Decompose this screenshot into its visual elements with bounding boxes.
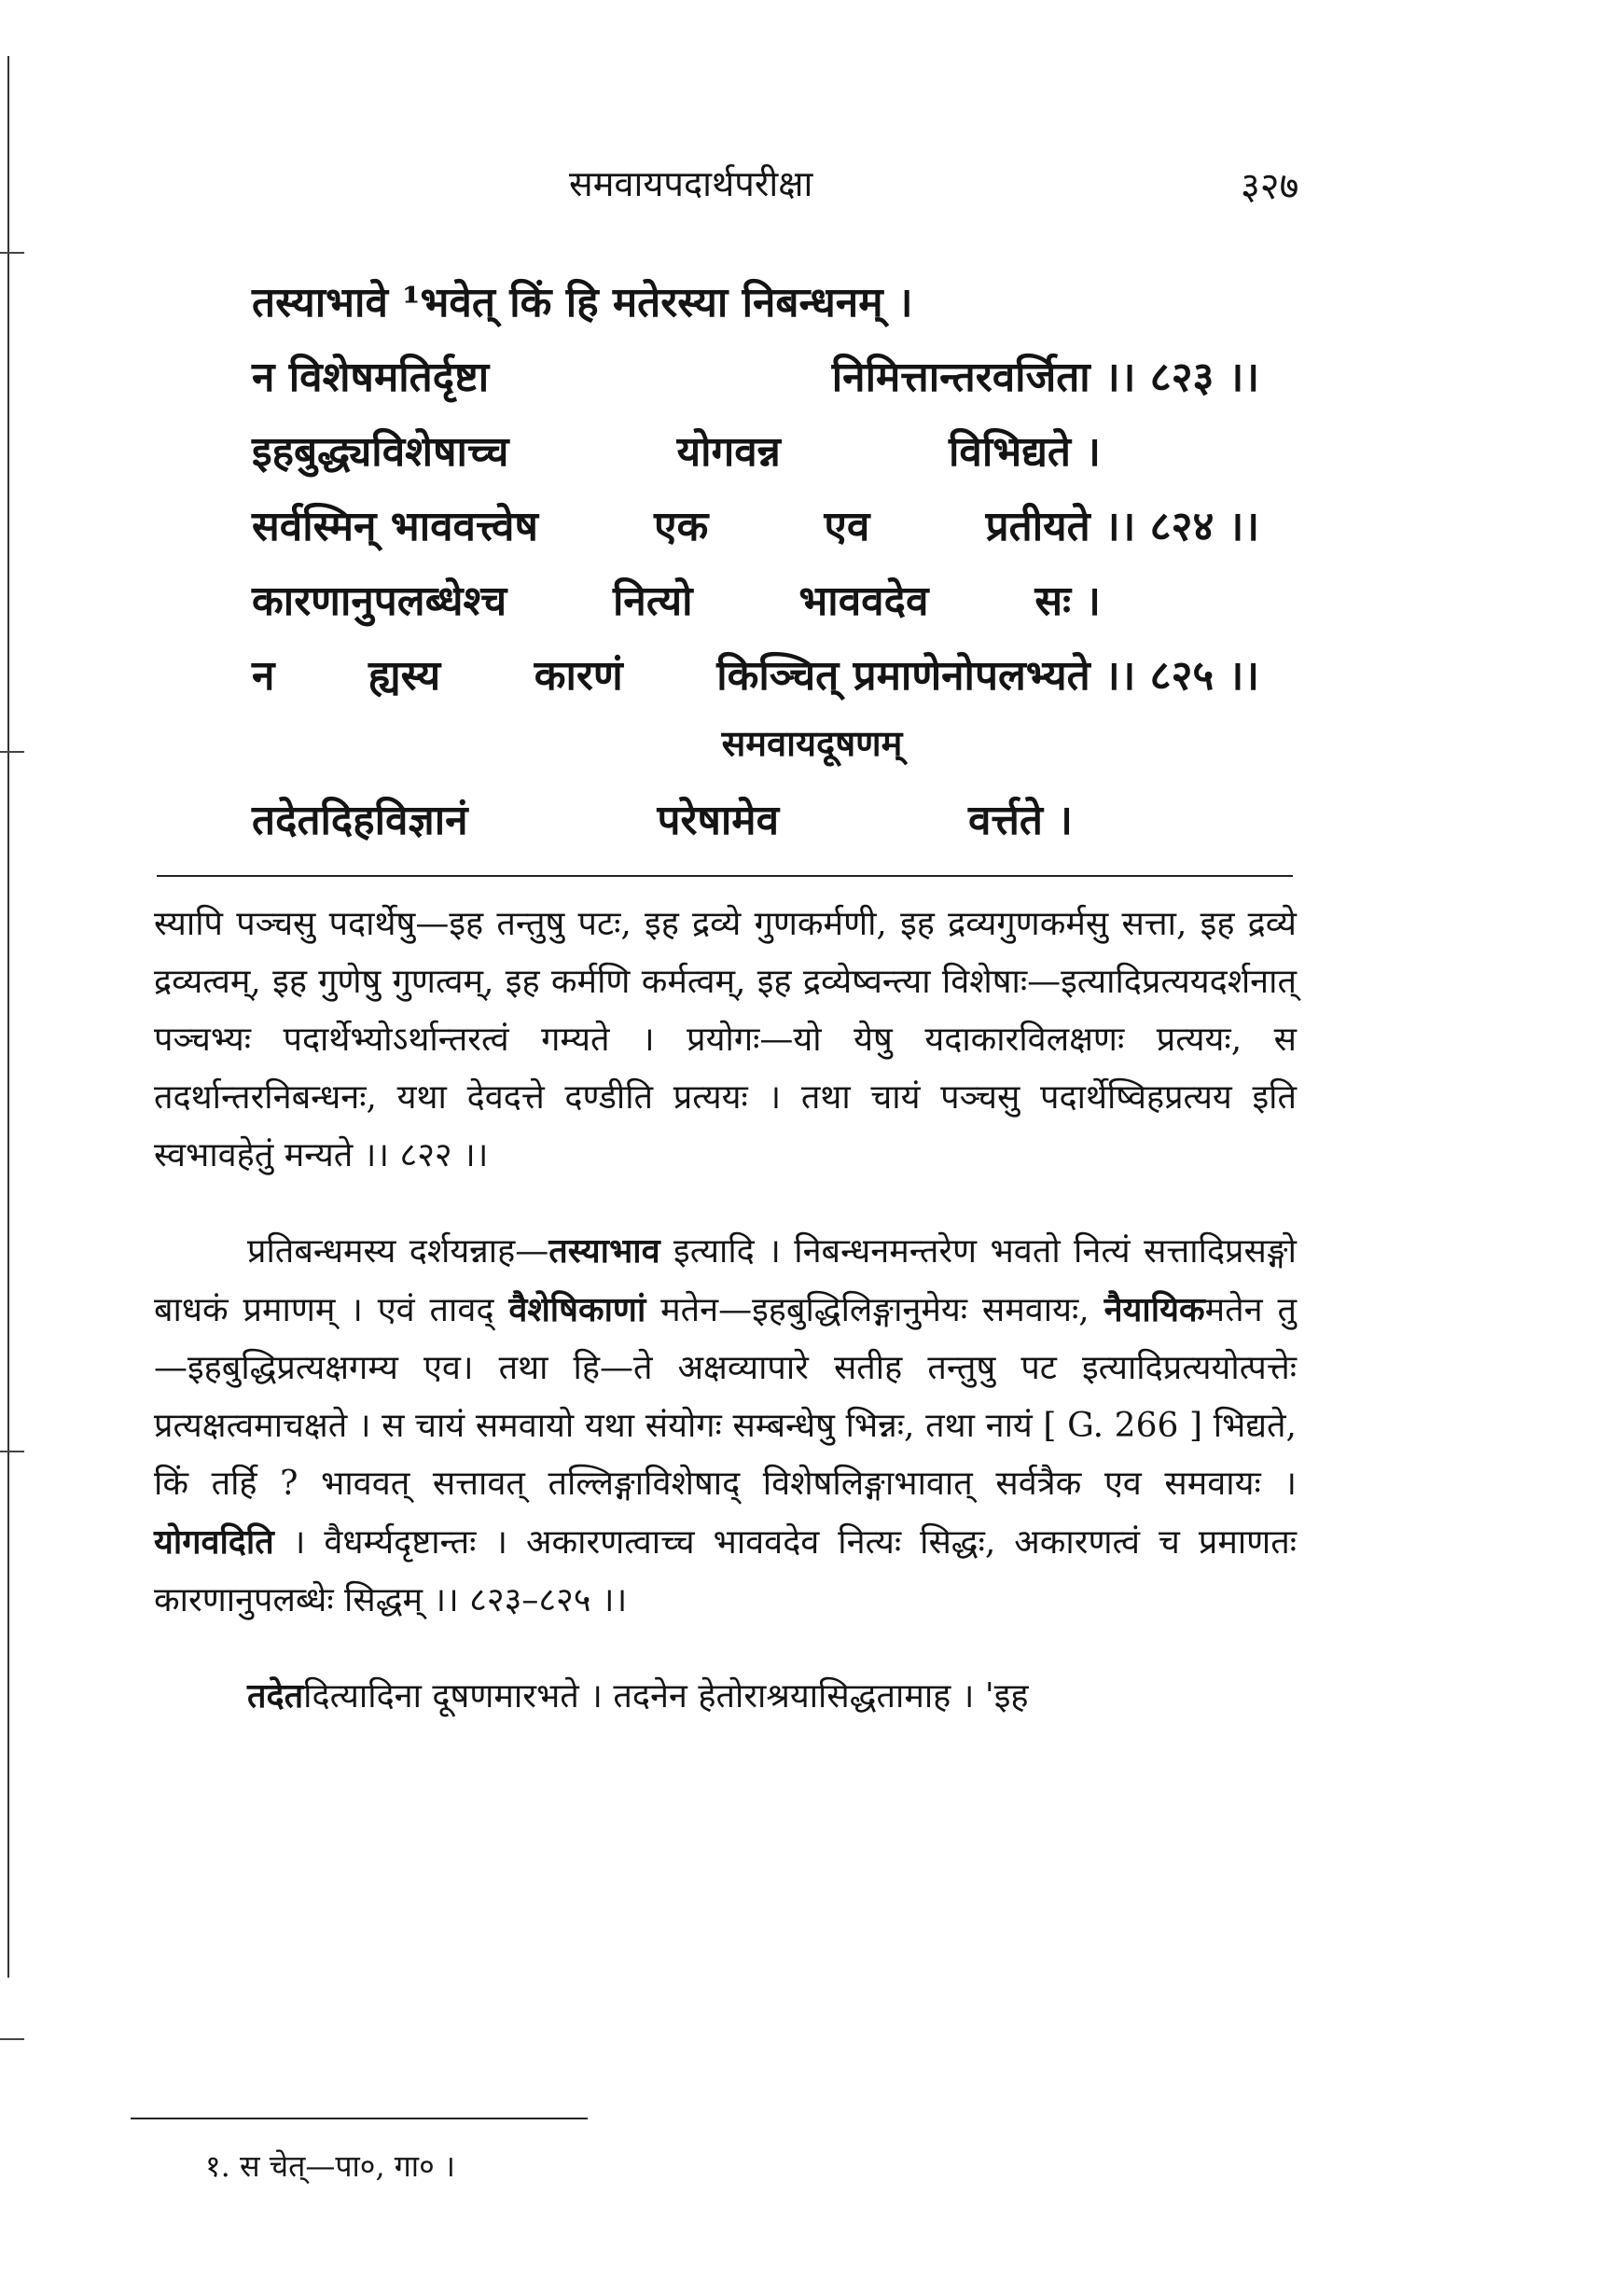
section-heading: समवायदूषणम् <box>721 722 903 764</box>
verse-segment: तदेतदिहविज्ञानं <box>252 797 468 844</box>
verse-segment: परेषामेव <box>657 797 780 844</box>
verse-segment: योगवन्न <box>676 428 781 476</box>
commentary-keyword: योगवदिति <box>154 1522 274 1562</box>
footnote: १. स चेत्—पा०, गा० । <box>205 2148 456 2184</box>
commentary <box>154 896 1297 1726</box>
footnote-divider <box>131 2118 588 2119</box>
verse-segment: एव <box>824 503 870 550</box>
commentary-keyword: वैशेषिकाणां <box>508 1290 646 1329</box>
commentary-text: मतेन—इहबुद्धिलिङ्गानुमेयः समवायः, <box>645 1291 1104 1329</box>
verse-segment: सर्वस्मिन् भाववत्त्वेष <box>252 503 538 550</box>
verse-line <box>252 784 1073 858</box>
verse-segment: सः । <box>1034 577 1101 625</box>
verse-segment: कारणानुपलब्धेश्च <box>252 577 507 625</box>
verse-segment: तस्याभावे ¹भवेत् किं हि मतेरस्या निबन्धनम् । <box>252 279 913 326</box>
verse-segment: न विशेषमतिर्दृष्टा <box>252 354 490 401</box>
verse-line <box>252 564 1259 639</box>
commentary-text: । वैधर्म्यदृष्टान्तः । अकारणत्वाच्च भाववदेव नित्यः सिद्धः, अकारणत्वं च प्रमाणतः कारणानुपलब्धेः सिद्धम् ।। ८२३–८२५ ।। <box>154 1523 1297 1619</box>
page-number: ३२७ <box>1241 165 1299 208</box>
verse-segment: किञ्चित् प्रमाणेनोपलभ्यते ।। ८२५ ।। <box>716 652 1259 700</box>
verse-segment: एक <box>654 503 709 550</box>
verse-segment: कारणं <box>534 652 623 700</box>
verse-segment: विभिद्यते । <box>949 428 1101 476</box>
verse-segment: ह्यस्य <box>368 652 441 700</box>
commentary-keyword: नैयायिक <box>1103 1290 1205 1329</box>
running-title: समवायपदार्थपरीक्षा <box>569 163 813 204</box>
commentary-text: प्रतिबन्धमस्य दर्शयन्नाह— <box>247 1232 549 1271</box>
verse-line <box>252 266 1259 340</box>
verse-segment: निमित्तान्तरवर्जिता ।। ८२३ ।। <box>831 354 1259 401</box>
verse-segment: न <box>252 652 275 700</box>
verse-after-heading <box>252 784 1073 858</box>
verse-line <box>252 340 1259 415</box>
verse-segment: वर्त्तते । <box>968 797 1073 844</box>
commentary-text: दित्यादिना दूषणमारभते । तदनेन हेतोराश्रयासिद्धतामाह । 'इह <box>303 1677 1029 1716</box>
commentary-keyword: तदेत <box>247 1676 304 1716</box>
commentary-divider <box>157 875 1293 877</box>
verse-segment: प्रतीयते ।। ८२४ ।। <box>985 503 1259 550</box>
verse-block <box>252 266 1259 714</box>
commentary-paragraph <box>154 1667 1297 1726</box>
commentary-paragraph: स्यापि पञ्चसु पदार्थेषु—इह तन्तुषु पटः, इह द्रव्ये गुणकर्मणी, इह द्रव्यगुणकर्मसु सत्ता, इह द्रव्ये द्रव्यत्वम्, इह गुणेषु गुणत्वम्, इह कर्मणि कर्मत्वम्, इह द्रव्येष्वन्त्या विशेषाः—इत्यादिप्रत्ययदर्शनात् पञ्चभ्यः पदार्थेभ्योऽर्थान्तरत्वं गम्यते । प्रयोगः—यो येषु यदाकारविलक्षणः प्रत्ययः, स तदर्थान्तरनिबन्धनः, यथा देवदत्ते दण्डीति प्रत्ययः । तथा चायं पञ्चसु पदार्थेष्विहप्रत्यय इति स्वभावहेतुं मन्यते ।। ८२२ ।। <box>154 905 1297 1174</box>
verse-segment: इहबुद्ध्यविशेषाच्च <box>252 428 509 476</box>
edge-mark <box>0 1451 24 1452</box>
commentary-text: इत्यादि । निबन्धनमन्तरेण भवतो नित्यं सत्तादिप्रसङ्गो बाधकं प्रमाणम् । एवं तावद् <box>154 1232 1297 1329</box>
edge-mark <box>0 252 24 254</box>
commentary-paragraph <box>154 1222 1297 1630</box>
verse-line <box>252 639 1259 714</box>
edge-mark <box>0 2038 24 2040</box>
page-header <box>0 159 1624 215</box>
verse-segment: भाववदेव <box>798 577 929 625</box>
verse-line <box>252 415 1259 490</box>
verse-line <box>252 490 1259 564</box>
verse-segment: नित्यो <box>613 577 693 625</box>
commentary-text: मतेन तु —इहबुद्धिप्रत्यक्षगम्य एव। तथा हि—ते अक्षव्यापारे सतीह तन्तुषु पट इत्यादिप्रत्ययोत्पत्तेः प्रत्यक्षत्वमाचक्षते । स चायं समवायो यथा संयोगः सम्बन्धेषु भिन्नः, तथा नायं [ G. 266 ] भिद्यते, किं तर्हि ? भाववत् सत्तावत् तल्लिङ्गाविशेषाद् विशेषलिङ्गाभावात् सर्वत्रैक एव समवायः । <box>154 1291 1297 1503</box>
page-edge-line <box>7 56 9 1978</box>
commentary-keyword: तस्याभाव <box>548 1231 660 1271</box>
